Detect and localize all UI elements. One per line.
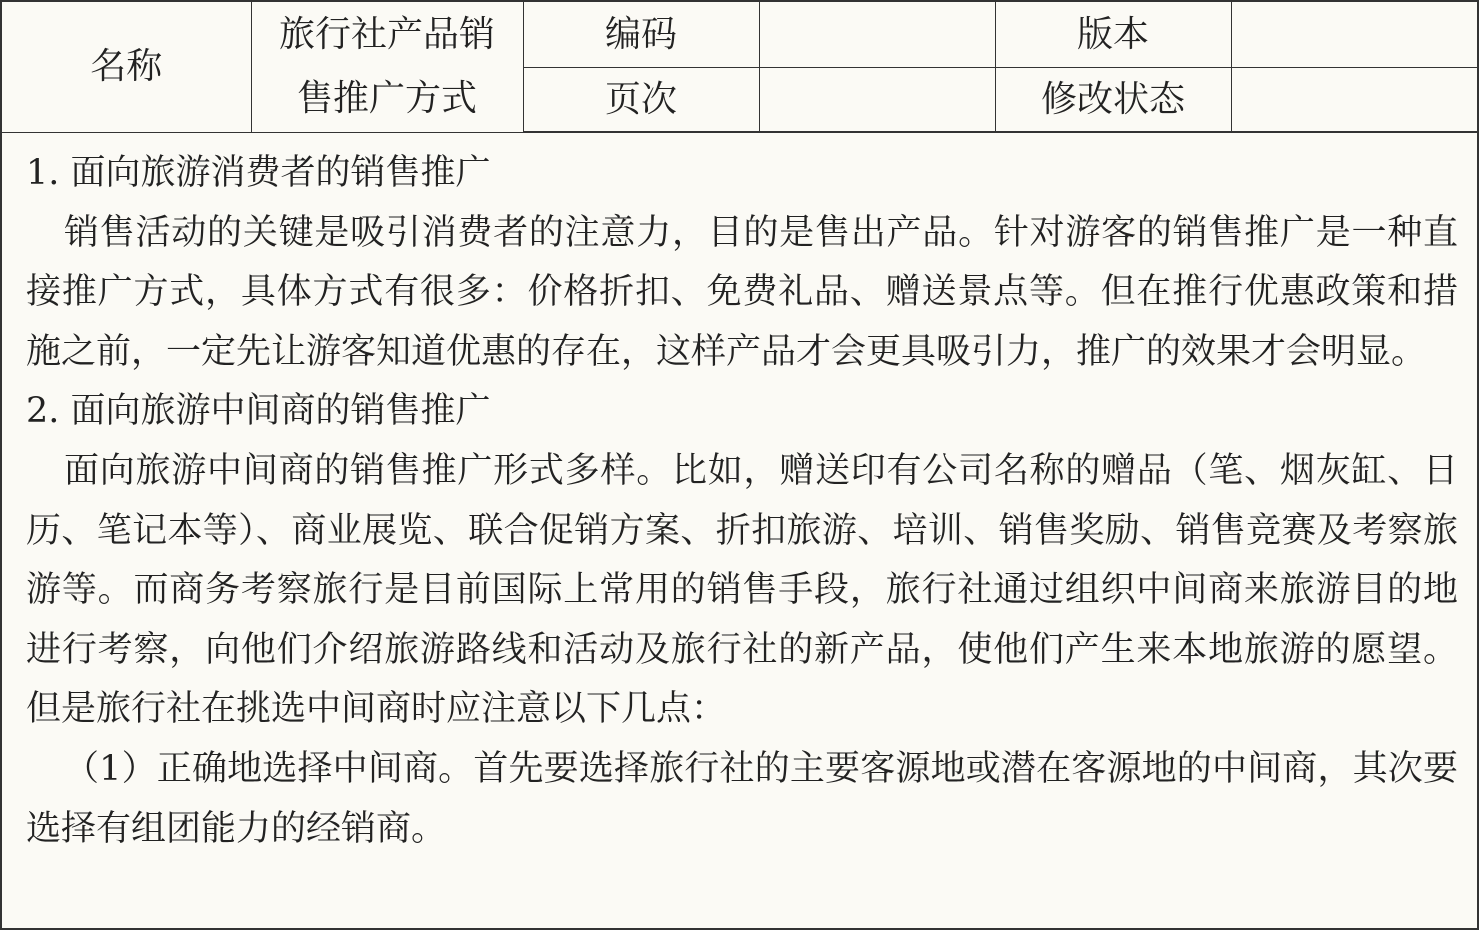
section-1-heading: 1. 面向旅游消费者的销售推广 <box>26 153 491 193</box>
page-label: 页次 <box>523 67 759 132</box>
product-name <box>251 2 523 132</box>
code-label: 编码 <box>523 2 759 67</box>
product-name-line2: 售推广方式 <box>296 77 477 119</box>
item-1-paragraph: （1）正确地选择中间商。首先要选择旅行社的主要客源地或潜在客源地的中间商，其次要选择有组团能力的经销商。 <box>26 748 1458 849</box>
document-body <box>26 144 1458 859</box>
page-value <box>759 67 995 132</box>
product-name-line1: 旅行社产品销 <box>278 13 495 55</box>
revision-value <box>1231 67 1477 132</box>
name-label: 名称 <box>2 2 251 132</box>
revision-label: 修改状态 <box>995 67 1231 132</box>
version-value <box>1231 2 1477 67</box>
section-2-paragraph: 面向旅游中间商的销售推广形式多样。比如，赠送印有公司名称的赠品（笔、烟灰缸、日历、笔记本等）、商业展览、联合促销方案、折扣旅游、培训、销售奖励、销售竞赛及考察旅游等。而商务考察旅行是目前国际上常用的销售手段，旅行社通过组织中间商来旅游目的地进行考察，向他们介绍旅游路线和活动及旅行社的新产品，使他们产生来本地旅游的愿望。但是旅行社在挑选中间商时应注意以下几点： <box>26 450 1458 730</box>
version-label: 版本 <box>995 2 1231 67</box>
section-1-paragraph: 销售活动的关键是吸引消费者的注意力，目的是售出产品。针对游客的销售推广是一种直接推广方式，具体方式有很多：价格折扣、免费礼品、赠送景点等。但在推行优惠政策和措施之前，一定先让游客知道优惠的存在，这样产品才会更具吸引力，推广的效果才会明显。 <box>26 212 1458 372</box>
section-2-heading: 2. 面向旅游中间商的销售推广 <box>26 391 491 432</box>
header-table <box>2 2 1477 133</box>
code-value <box>759 2 995 67</box>
